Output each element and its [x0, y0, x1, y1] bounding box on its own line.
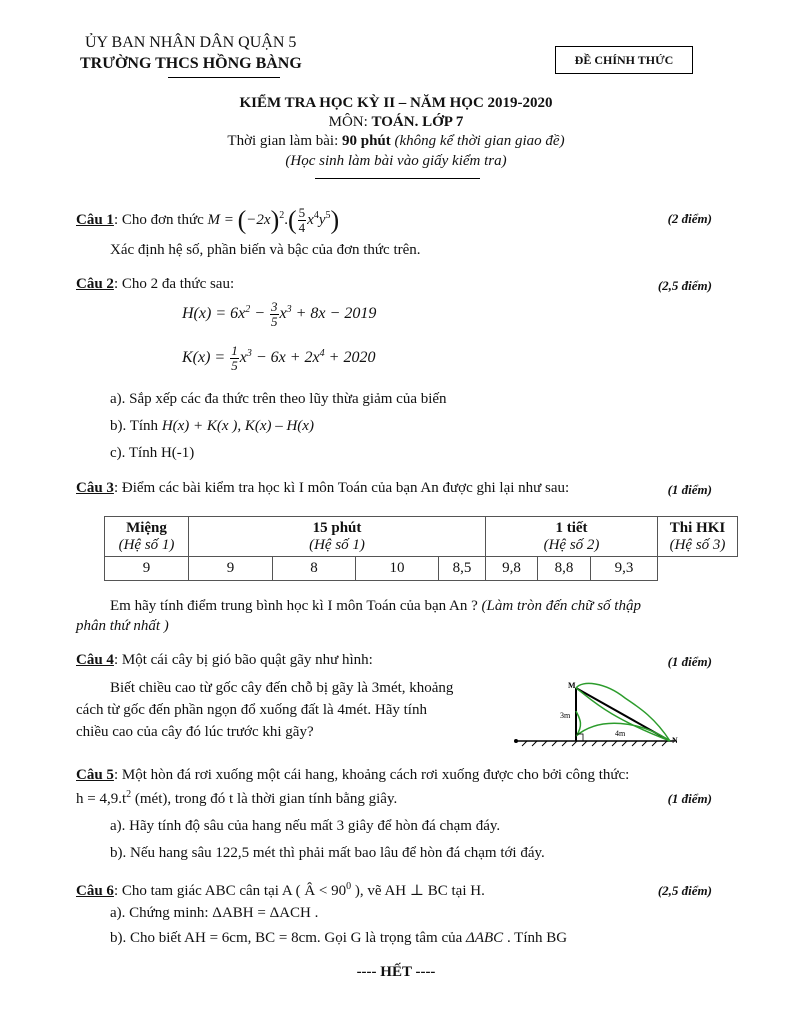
q6-a-end: . [310, 905, 319, 921]
q6-a-prefix: a). Chứng minh: [110, 905, 213, 921]
q5-formula: h = 4,9.t [76, 791, 127, 807]
q4-text-1: Biết chiều cao từ gốc cây đến chỗ bị gãy là 3mét, khoảng [110, 680, 454, 696]
q2-h-e1: 2 [245, 303, 251, 315]
q2-b-prefix: b). Tính [110, 418, 162, 434]
tree-figure [510, 676, 690, 750]
q2-h-rest: + 8x − 2019 [291, 305, 377, 323]
q1-term-y: y [318, 211, 326, 228]
end-marker: ---- HẾT ---- [356, 964, 436, 980]
score-cell: 8,5 [439, 557, 486, 581]
q2-h-minus: − [250, 305, 270, 323]
q1-exp1: 4 [313, 209, 319, 221]
q1-points: (2 điểm) [667, 211, 712, 226]
q1-exp2: 5 [325, 209, 331, 221]
q4-points: (1 điểm) [667, 654, 712, 669]
q2-k-rest: + 2020 [324, 349, 376, 367]
q2-k-fraction [230, 344, 239, 373]
q2-h-e2: 3 [286, 303, 292, 315]
q1-base: −2x [246, 211, 271, 228]
q3-intro: : Điểm các bài kiểm tra học kì I môn Toán của bạn An được ghi lại như sau: [113, 480, 570, 496]
q4-intro: : Một cái cây bị gió bão quật gãy như hình: [113, 652, 373, 668]
q3-text-main: Em hãy tính điểm trung bình học kì I môn Toán của bạn An ? [110, 598, 482, 614]
subject-line [0, 114, 792, 131]
q4-text-2: cách từ gốc đến phần ngọn đổ xuống đất là 4mét. Hãy tính [76, 702, 427, 718]
q3-text-italic2: phân thứ nhất ) [76, 618, 169, 634]
score-table [104, 516, 738, 581]
q2-k-e1: 3 [246, 347, 252, 359]
q2-h-x: x [279, 305, 287, 323]
committee-name: ỦY BAN NHÂN DÂN QUẬN 5 [85, 34, 297, 51]
q4-line [76, 652, 373, 669]
q3-text-italic1: (Làm tròn đến chữ số thập [481, 598, 641, 614]
q5-formula-exp: 2 [126, 789, 132, 800]
q5-intro: : Một hòn đá rơi xuống một cái hang, khoảng cách rơi xuống được cho bởi công thức: [113, 767, 630, 783]
time-value: 90 phút [342, 133, 391, 149]
q5-part-a: a). Hãy tính độ sâu của hang nếu mất 3 giây để hòn đá chạm đáy. [110, 818, 501, 834]
q6-degree: 0 [346, 881, 352, 892]
q2-k-mid: − 6x + 2x [251, 349, 320, 367]
q2-h-den: 5 [271, 314, 278, 329]
q6-part-a [110, 905, 318, 922]
q2-part-a: a). Sắp xếp các đa thức trên theo lũy thừa giảm của biến [110, 391, 447, 407]
q6-part-b [110, 930, 567, 947]
q2-k-num: 1 [231, 343, 238, 358]
q1-sq: 2 [279, 209, 285, 221]
score-cell: 8,8 [538, 557, 591, 581]
label-3m: 3m [560, 711, 571, 720]
q3-points: (1 điểm) [667, 482, 712, 497]
q3-text [110, 598, 641, 615]
q2-h-num: 3 [271, 299, 278, 314]
score-cell: 9,8 [486, 557, 538, 581]
q4-text-3: chiều cao của cây đó lúc trước khi gãy? [76, 724, 314, 740]
q5-line [76, 767, 629, 784]
q2-h-lhs: H(x) = 6x [182, 305, 246, 323]
q6-intro: : Cho tam giác ABC cân tại A ( [113, 883, 305, 899]
q1-frac-den: 4 [298, 220, 306, 235]
time-prefix: Thời gian làm bài: [227, 133, 342, 149]
q1-intro: : Cho đơn thức [113, 211, 208, 228]
q6-points: (2,5 điểm) [657, 883, 712, 898]
q2-intro: : Cho 2 đa thức sau: [113, 276, 235, 292]
header-1-tiet: 1 tiết (Hệ số 2) [486, 517, 658, 557]
q1-dot: . [284, 211, 288, 228]
school-underline [168, 77, 280, 78]
official-exam-box: ĐỀ CHÍNH THỨC [555, 46, 693, 74]
label-n: N [672, 736, 678, 745]
q3-label: Câu 3 [76, 480, 114, 496]
grade: . LỚP 7 [414, 114, 464, 130]
score-cell: 8 [273, 557, 356, 581]
q6-b-end: . Tính BG [503, 930, 568, 946]
q5-points: (1 điểm) [667, 791, 712, 806]
time-line [0, 133, 792, 150]
q6-intro2: ), vẽ AH ⊥ BC tại H. [351, 883, 485, 899]
q1-lhs: M = [207, 211, 238, 228]
score-cell: 10 [356, 557, 439, 581]
q2-line [76, 276, 234, 293]
q5-line2 [76, 789, 397, 808]
q2-part-b [110, 418, 314, 435]
header-thi-hki: Thi HKI (Hệ số 3) [658, 517, 738, 557]
q1-term-x: x [307, 211, 314, 228]
exam-note: (Học sinh làm bài vào giấy kiểm tra) [285, 153, 507, 169]
q6-angle: Â < 90 [304, 883, 347, 899]
label-4m: 4m [615, 729, 626, 738]
exam-title: KIỂM TRA HỌC KỲ II – NĂM HỌC 2019-2020 [239, 95, 553, 111]
q6-b-prefix: b). Cho biết AH = 6cm, BC = 8cm. Gọi G là trọng tâm của [110, 930, 467, 946]
q2-k-den: 5 [231, 358, 238, 373]
q2-k-formula [182, 344, 375, 373]
q1-fraction [298, 206, 307, 235]
q6-b-expr: ΔABC [466, 930, 504, 946]
q2-h-formula [182, 300, 376, 329]
q4-label: Câu 4 [76, 652, 114, 668]
q5-label: Câu 5 [76, 767, 114, 783]
q2-label: Câu 2 [76, 276, 114, 292]
score-cell: 9,3 [591, 557, 658, 581]
q5-formula-rest: (mét), trong đó t là thời gian tính bằng giây. [131, 791, 398, 807]
q1-text: Xác định hệ số, phần biến và bậc của đơn thức trên. [110, 242, 421, 258]
q2-k-lhs: K(x) = [182, 349, 230, 367]
school-name: TRƯỜNG THCS HỒNG BÀNG [80, 55, 302, 72]
header-15-phut: 15 phút (Hệ số 1) [189, 517, 486, 557]
q2-k-e2: 4 [319, 347, 325, 359]
header-mieng: Miệng (Hệ số 1) [105, 517, 189, 557]
score-cell: 9 [105, 557, 189, 581]
q2-points: (2,5 điểm) [657, 278, 712, 293]
q2-part-c: c). Tính H(-1) [110, 445, 195, 461]
q1-label: Câu 1 [76, 211, 114, 228]
subject-prefix: MÔN: [328, 114, 372, 130]
subject: TOÁN [371, 114, 415, 130]
q1-frac-num: 5 [298, 205, 306, 220]
q6-a-expr: ΔABH = ΔACH [212, 905, 311, 921]
q6-line [76, 881, 485, 900]
label-m: M [568, 681, 576, 690]
q2-h-fraction [270, 300, 279, 329]
q1-line: Câu 1: Cho đơn thức $M = (-2x)^2$.( $\frac{5}{4}$ $x^4y^5$) [76, 205, 340, 235]
q2-k-x: x [239, 349, 247, 367]
score-cell: 9 [189, 557, 273, 581]
q3-line [76, 480, 569, 497]
q5-part-b: b). Nếu hang sâu 122,5 mét thì phải mất bao lâu để hòn đá chạm tới đáy. [110, 845, 545, 861]
title-underline [315, 178, 480, 179]
time-note: (không kể thời gian giao đề) [390, 133, 565, 149]
q2-b-expr: H(x) + K(x ), K(x) – H(x) [161, 418, 314, 434]
q6-label: Câu 6 [76, 883, 114, 899]
